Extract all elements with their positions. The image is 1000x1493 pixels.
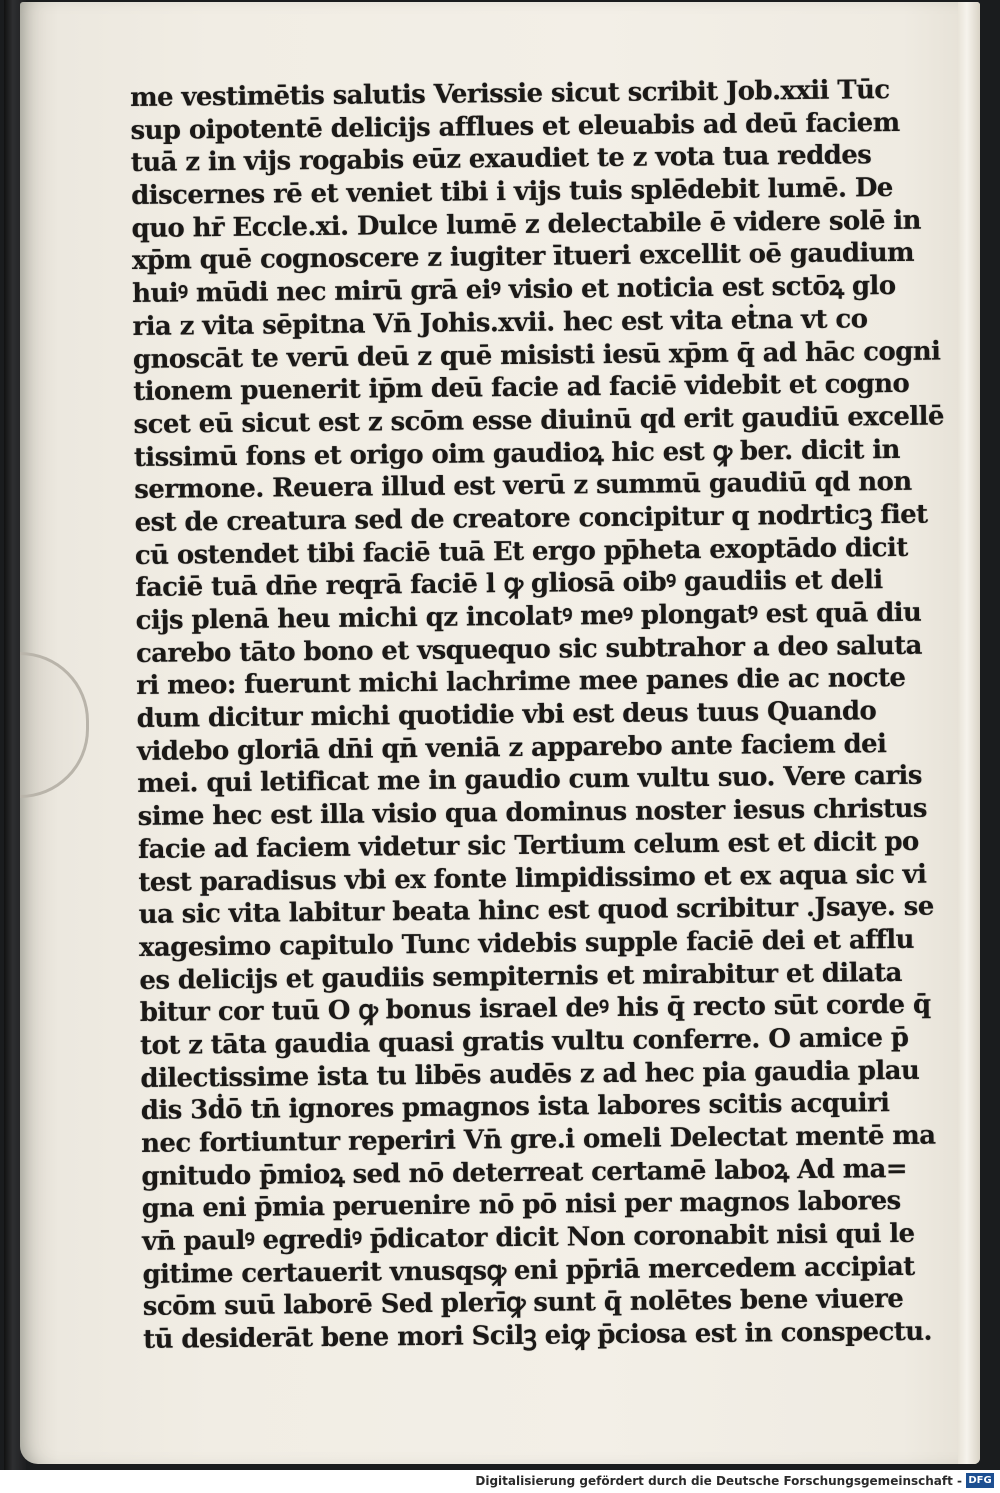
text-line: tot z tāta gaudia quasi gratis vultu conferre. O amice p̄ xyxy=(139,1022,909,1061)
text-line: gnoscāt te verū deū z quē misisti iesū xp̄m q̄ ad hāc cogni xyxy=(132,336,941,375)
text-line: scet eū sicut est z scōm esse diuinū qd erit gaudiū excellē xyxy=(133,401,944,440)
text-line: tū desiderāt bene mori Scilꝫ eiꝙ p̄ciosa est in conspectu. xyxy=(143,1316,933,1356)
text-line: sime hec est illa visio qua dominus noster iesus christus xyxy=(137,793,927,833)
text-line: carebo tāto bono et vsquequo sic subtrahor a deo saluta xyxy=(135,630,922,669)
text-line: es delicijs et gaudiis sempiternis et mirabitur et dilata xyxy=(139,957,902,996)
leaf-fore-edge xyxy=(958,2,980,1464)
text-line: est de creatura sed de creatore concipitur q nodrticꝫ fiet xyxy=(134,499,928,538)
text-line: gitime certauerit vnusqsꝙ eni pp̄riā mercedem accipiat xyxy=(142,1251,915,1290)
text-line: vn̄ paulꝰ egrediꝰ p̄dicator dicit Non coronabit nisi qui le xyxy=(141,1218,915,1257)
text-line: tissimū fons et origo oim gaudioꝝ hic est ꝙ ber. dicit in xyxy=(133,434,900,473)
text-line: quo hr̄ Eccle.xi. Dulce lumē z delectabile ē videre solē in xyxy=(131,205,922,244)
text-line: cijs plenā heu michi qz incolatꝰ meꝰ plongatꝰ est quā diu xyxy=(135,597,922,636)
text-line: xagesimo capitulo Tunc videbis supple faciē dei et afflu xyxy=(138,924,915,963)
clasp-ring xyxy=(20,652,89,798)
text-line: cū ostendet tibi faciē tuā Et ergo pp̄heta exoptādo dicit xyxy=(134,532,908,571)
text-line: gna eni p̄mia peruenire nō pō nisi per magnos labores xyxy=(141,1186,901,1225)
text-line: faciē tuā dn̄e reqrā faciē l ꝙ gliosā oibꝰ gaudiis et deli xyxy=(135,565,883,604)
text-line: videbo gloriā dn̄i qn̄ veniā z apparebo ante faciem dei xyxy=(136,728,887,767)
text-line: discernes rē et veniet tibi i vijs tuis splēdebit lumē. De xyxy=(131,173,893,212)
text-line: tuā z in vijs rogabis eūz exaudiet te z vota tua reddes xyxy=(130,140,872,179)
text-line: gnitudo p̄mioꝝ sed nō deterreat certamē laboꝝ Ad ma= xyxy=(141,1153,908,1192)
text-line: ua sic vita labitur beata hinc est quod scribitur .Jsaye. se xyxy=(138,891,934,931)
text-line: huiꝰ mūdi nec mirū grā eiꝰ visio et noticia est sctōꝝ glo xyxy=(132,271,896,310)
funding-credit: Digitalisierung gefördert durch die Deutsche Forschungsgemeinschaft - xyxy=(475,1474,962,1488)
printed-text-block xyxy=(130,74,944,1357)
text-line: test paradisus vbi ex fonte limpidissimo et ex aqua sic vi xyxy=(138,859,927,898)
text-line: dum dicitur michi quotidie vbi est deus tuus Quando xyxy=(136,696,877,735)
footer-bar xyxy=(0,1470,1000,1493)
text-line: mei. qui letificat me in gaudio cum vultu suo. Vere caris xyxy=(137,761,922,800)
text-line: xp̄m quē cognoscere z iugiter ītueri excellit oē gaudium xyxy=(131,238,915,277)
text-line: scōm suū laborē Sed plerīꝙ sunt q̄ nolētes bene viuere xyxy=(142,1284,904,1323)
text-line: sup oipotentē delicijs afflues et eleuabis ad deū faciem xyxy=(130,107,900,146)
text-line: sermone. Reuera illud est verū z summū gaudiū qd non xyxy=(134,467,912,506)
text-line: ri meo: fuerunt michi lachrime mee panes die ac nocte xyxy=(136,663,906,702)
dfg-logo: DFG xyxy=(966,1473,994,1488)
text-line: tionem puenerit ip̄m deū facie ad faciē videbit et cogno xyxy=(133,369,910,408)
text-line: dilectissime ista tu libēs audēs z ad hec pia gaudia plau xyxy=(140,1055,920,1094)
text-line: facie ad faciem videtur sic Tertium celum est et dicit po xyxy=(137,826,919,865)
text-line: ria z vita sēpitna Vn̄ Johis.xvii. hec est vita eṫna vt co xyxy=(132,304,868,342)
text-line: me vestimētis salutis Verissie sicut scribit Job.xxii Tūc xyxy=(130,75,890,113)
text-line: bitur cor tuū O ꝙ bonus israel deꝰ his q̄ recto sūt corde q̄ xyxy=(139,989,931,1029)
text-line: nec fortiuntur reperiri Vn̄ gre.i omeli Delectat mentē ma xyxy=(140,1120,936,1159)
text-line: dis 3ḋō tn̄ ignores pmagnos ista labores scitis acquiri xyxy=(140,1088,890,1127)
paper-leaf xyxy=(20,2,980,1464)
